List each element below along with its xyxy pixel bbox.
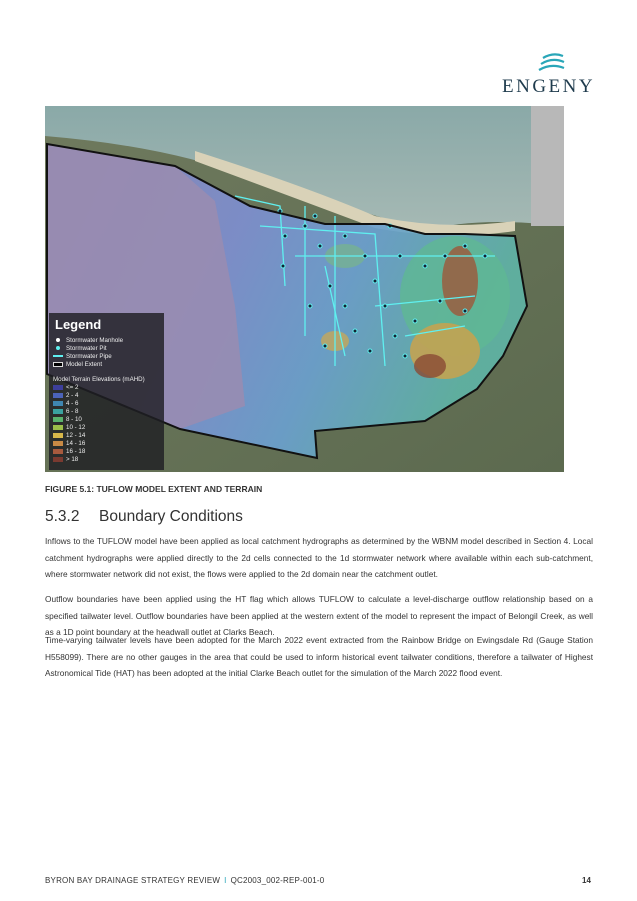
legend-class: 16 - 18 — [53, 448, 85, 455]
legend-item-pit: Stormwater Pit — [53, 345, 107, 352]
cyan-line-icon — [53, 355, 63, 357]
section-number: 5.3.2 — [45, 508, 80, 525]
footer-separator: I — [224, 876, 227, 885]
section-title: Boundary Conditions — [99, 508, 243, 525]
legend-class: 6 - 8 — [53, 408, 78, 415]
dot-icon — [56, 338, 60, 342]
legend-class: 4 - 6 — [53, 400, 78, 407]
legend-class: 10 - 12 — [53, 424, 85, 431]
legend-item-pipe: Stormwater Pipe — [53, 353, 112, 360]
legend-item-manhole: Stormwater Manhole — [53, 337, 123, 344]
legend-class: <= 2 — [53, 384, 78, 391]
page-number: 14 — [582, 876, 591, 885]
legend-class: 12 - 14 — [53, 432, 85, 439]
legend-title: Legend — [55, 317, 102, 332]
paragraph: Time-varying tailwater levels have been adopted for the March 2022 event extracted from the Rainbow Bridge on Ewingsdale Rd (Gauge Station H558099). There are no other gauges in the area that could be used to inform historical event tailwater conditions, therefore a tailwater of Highest Astronomical Tide (HAT) has been adopted at the initial Clarke Beach outlet for the simulation of the March 2022 flood event. — [45, 635, 593, 679]
legend-elevation-title: Model Terrain Elevations (mAHD) — [53, 376, 145, 383]
legend-class: > 18 — [53, 456, 78, 463]
legend-item-extent: Model Extent — [53, 361, 102, 368]
teal-dot-icon — [56, 346, 60, 350]
paragraph: Outflow boundaries have been applied using the HT flag which allows TUFLOW to calculate a level-discharge outflow relationship based on a specified tailwater level. Outflow boundaries have been applied at the western extent of the model to represent the impact of Belongil Creek, as well as a 1D point boundary at the headwall outlet at Clarks Beach. — [45, 594, 593, 638]
paragraph: Inflows to the TUFLOW model have been applied as local catchment hydrographs as determined by the WBNM model described in Section 4. Local catchment hydrographs were applied directly to the 2d cells connected to the 1d stormwater network where available within each sub-catchment, where stormwater network did not exist, the flows were applied to the 2d domain near the catchment outlet. — [45, 536, 593, 580]
figure-caption: FIGURE 5.1: TUFLOW MODEL EXTENT AND TERRAIN — [45, 484, 263, 494]
footer — [45, 876, 324, 885]
footer-doc-title: BYRON BAY DRAINAGE STRATEGY REVIEW — [45, 876, 221, 885]
black-outline-icon — [53, 362, 63, 367]
footer-doc-ref: QC2003_002-REP-001-0 — [230, 876, 325, 885]
section-heading — [45, 508, 243, 526]
legend-class: 14 - 16 — [53, 440, 85, 447]
map-legend — [49, 313, 164, 470]
logo-wordmark: ENGENY — [502, 76, 596, 97]
legend-class: 8 - 10 — [53, 416, 82, 423]
legend-class: 2 - 4 — [53, 392, 78, 399]
